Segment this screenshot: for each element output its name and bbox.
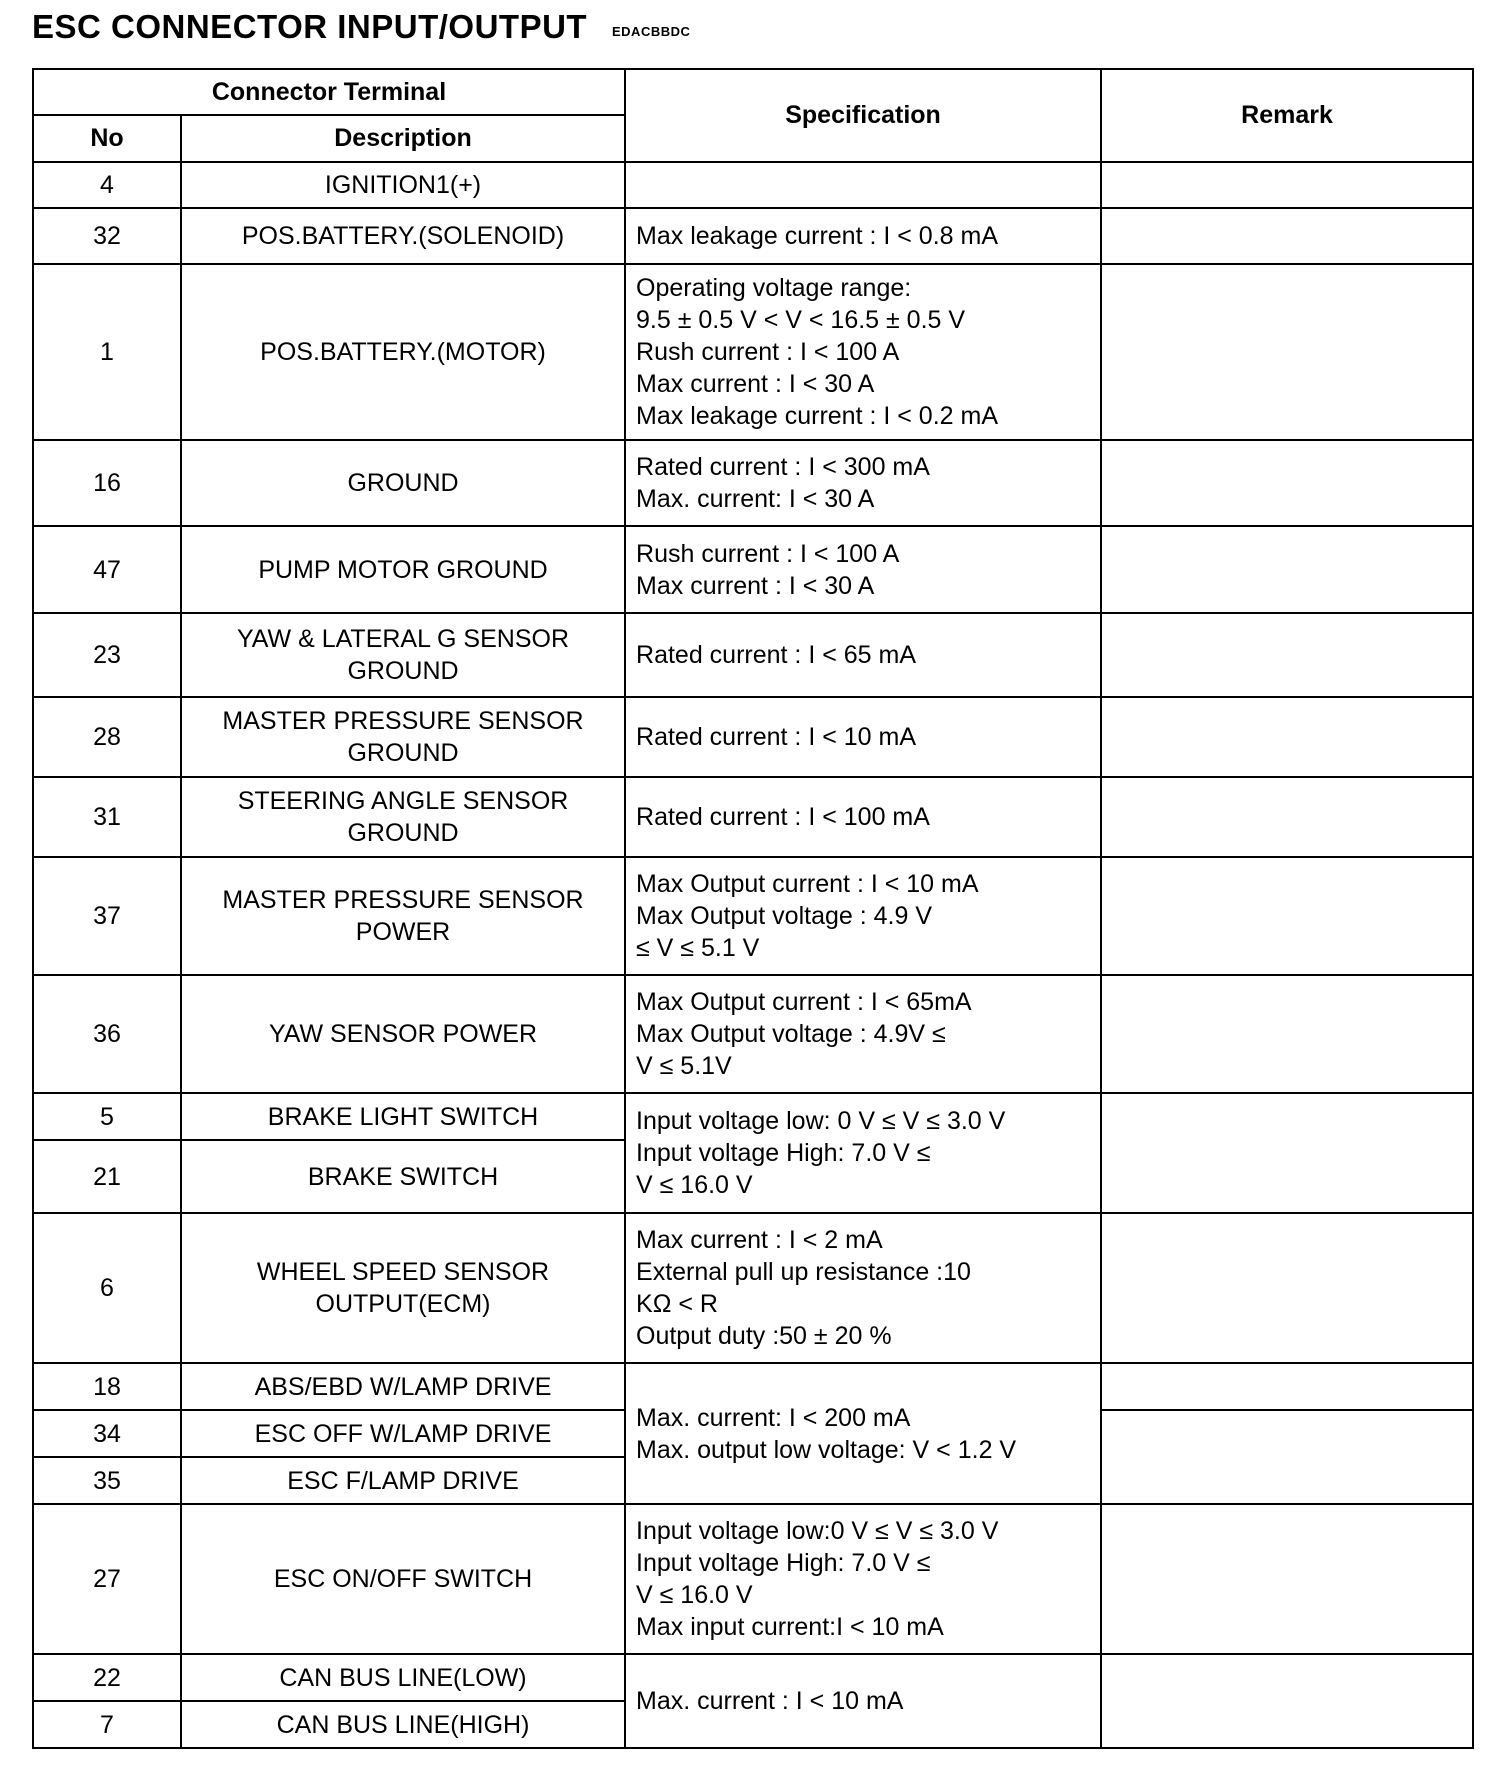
table-row — [33, 975, 1473, 1093]
table-row — [33, 697, 1473, 777]
terminal-no: 28 — [33, 697, 181, 777]
header-no: No — [33, 115, 181, 162]
specification-cell: Max Output current : I < 10 mA Max Output voltage : 4.9 V ≤ V ≤ 5.1 V — [625, 857, 1101, 975]
specification-cell: Rated current : I < 65 mA — [625, 613, 1101, 697]
remark-cell — [1101, 1213, 1473, 1363]
terminal-description: POS.BATTERY.(SOLENOID) — [181, 208, 625, 264]
terminal-no: 23 — [33, 613, 181, 697]
table-row — [33, 162, 1473, 208]
table-row — [33, 1504, 1473, 1654]
terminal-no: 6 — [33, 1213, 181, 1363]
terminal-description: PUMP MOTOR GROUND — [181, 526, 625, 613]
terminal-no: 32 — [33, 208, 181, 264]
remark-cell — [1101, 697, 1473, 777]
table-row — [33, 1654, 1473, 1701]
table-row — [33, 1093, 1473, 1140]
remark-cell — [1101, 208, 1473, 264]
terminal-description: YAW & LATERAL G SENSOR GROUND — [181, 613, 625, 697]
header-connector-terminal: Connector Terminal — [33, 69, 625, 115]
terminal-description: POS.BATTERY.(MOTOR) — [181, 264, 625, 440]
specification-cell: Rush current : I < 100 A Max current : I < 30 A — [625, 526, 1101, 613]
document-code: EDACBBDC — [612, 24, 691, 39]
terminal-description: ESC OFF W/LAMP DRIVE — [181, 1410, 625, 1457]
table-row — [33, 857, 1473, 975]
terminal-no: 34 — [33, 1410, 181, 1457]
terminal-description: MASTER PRESSURE SENSOR GROUND — [181, 697, 625, 777]
terminal-description: GROUND — [181, 440, 625, 526]
remark-cell — [1101, 1363, 1473, 1410]
terminal-no: 36 — [33, 975, 181, 1093]
specification-cell: Operating voltage range: 9.5 ± 0.5 V < V < 16.5 ± 0.5 V Rush current : I < 100 A Max current : I < 30 A Max leakage current : I < 0.2 mA — [625, 264, 1101, 440]
terminal-description: CAN BUS LINE(HIGH) — [181, 1701, 625, 1748]
connector-table — [32, 68, 1474, 1749]
page-title: ESC CONNECTOR INPUT/OUTPUT — [32, 8, 588, 45]
remark-cell — [1101, 1410, 1473, 1504]
specification-cell: Input voltage low:0 V ≤ V ≤ 3.0 V Input voltage High: 7.0 V ≤ V ≤ 16.0 V Max input current:I < 10 mA — [625, 1504, 1101, 1654]
specification-cell: Max Output current : I < 65mA Max Output voltage : 4.9V ≤ V ≤ 5.1V — [625, 975, 1101, 1093]
terminal-no: 5 — [33, 1093, 181, 1140]
terminal-no: 37 — [33, 857, 181, 975]
specification-cell: Rated current : I < 100 mA — [625, 777, 1101, 857]
terminal-no: 7 — [33, 1701, 181, 1748]
specification-cell: Rated current : I < 10 mA — [625, 697, 1101, 777]
remark-cell — [1101, 1504, 1473, 1654]
terminal-description: YAW SENSOR POWER — [181, 975, 625, 1093]
table-row — [33, 1213, 1473, 1363]
table-body — [33, 162, 1473, 1748]
remark-cell — [1101, 1093, 1473, 1213]
terminal-description: ESC F/LAMP DRIVE — [181, 1457, 625, 1504]
table-row — [33, 777, 1473, 857]
specification-cell — [625, 162, 1101, 208]
terminal-no: 4 — [33, 162, 181, 208]
specification-cell: Max leakage current : I < 0.8 mA — [625, 208, 1101, 264]
header-specification: Specification — [625, 69, 1101, 162]
remark-cell — [1101, 975, 1473, 1093]
terminal-description: BRAKE LIGHT SWITCH — [181, 1093, 625, 1140]
terminal-description: IGNITION1(+) — [181, 162, 625, 208]
terminal-description: CAN BUS LINE(LOW) — [181, 1654, 625, 1701]
table-row — [33, 613, 1473, 697]
terminal-no: 27 — [33, 1504, 181, 1654]
terminal-no: 35 — [33, 1457, 181, 1504]
specification-cell: Max. current : I < 10 mA — [625, 1654, 1101, 1748]
terminal-no: 1 — [33, 264, 181, 440]
terminal-no: 22 — [33, 1654, 181, 1701]
remark-cell — [1101, 777, 1473, 857]
terminal-no: 47 — [33, 526, 181, 613]
terminal-description: WHEEL SPEED SENSOR OUTPUT(ECM) — [181, 1213, 625, 1363]
terminal-no: 31 — [33, 777, 181, 857]
terminal-description: MASTER PRESSURE SENSOR POWER — [181, 857, 625, 975]
table-row — [33, 264, 1473, 440]
remark-cell — [1101, 526, 1473, 613]
remark-cell — [1101, 264, 1473, 440]
table-row — [33, 1363, 1473, 1410]
remark-cell — [1101, 440, 1473, 526]
terminal-description: ABS/EBD W/LAMP DRIVE — [181, 1363, 625, 1410]
remark-cell — [1101, 162, 1473, 208]
terminal-no: 21 — [33, 1140, 181, 1213]
specification-cell: Max current : I < 2 mA External pull up resistance :10 KΩ < R Output duty :50 ± 20 % — [625, 1213, 1101, 1363]
specification-cell: Input voltage low: 0 V ≤ V ≤ 3.0 V Input voltage High: 7.0 V ≤ V ≤ 16.0 V — [625, 1093, 1101, 1213]
terminal-description: ESC ON/OFF SWITCH — [181, 1504, 625, 1654]
remark-cell — [1101, 1654, 1473, 1748]
table-row — [33, 440, 1473, 526]
remark-cell — [1101, 857, 1473, 975]
specification-cell: Max. current: I < 200 mA Max. output low voltage: V < 1.2 V — [625, 1363, 1101, 1504]
terminal-description: STEERING ANGLE SENSOR GROUND — [181, 777, 625, 857]
terminal-description: BRAKE SWITCH — [181, 1140, 625, 1213]
specification-cell: Rated current : I < 300 mA Max. current: I < 30 A — [625, 440, 1101, 526]
header-remark: Remark — [1101, 69, 1473, 162]
header-description: Description — [181, 115, 625, 162]
terminal-no: 16 — [33, 440, 181, 526]
terminal-no: 18 — [33, 1363, 181, 1410]
table-row — [33, 526, 1473, 613]
remark-cell — [1101, 613, 1473, 697]
table-row — [33, 208, 1473, 264]
